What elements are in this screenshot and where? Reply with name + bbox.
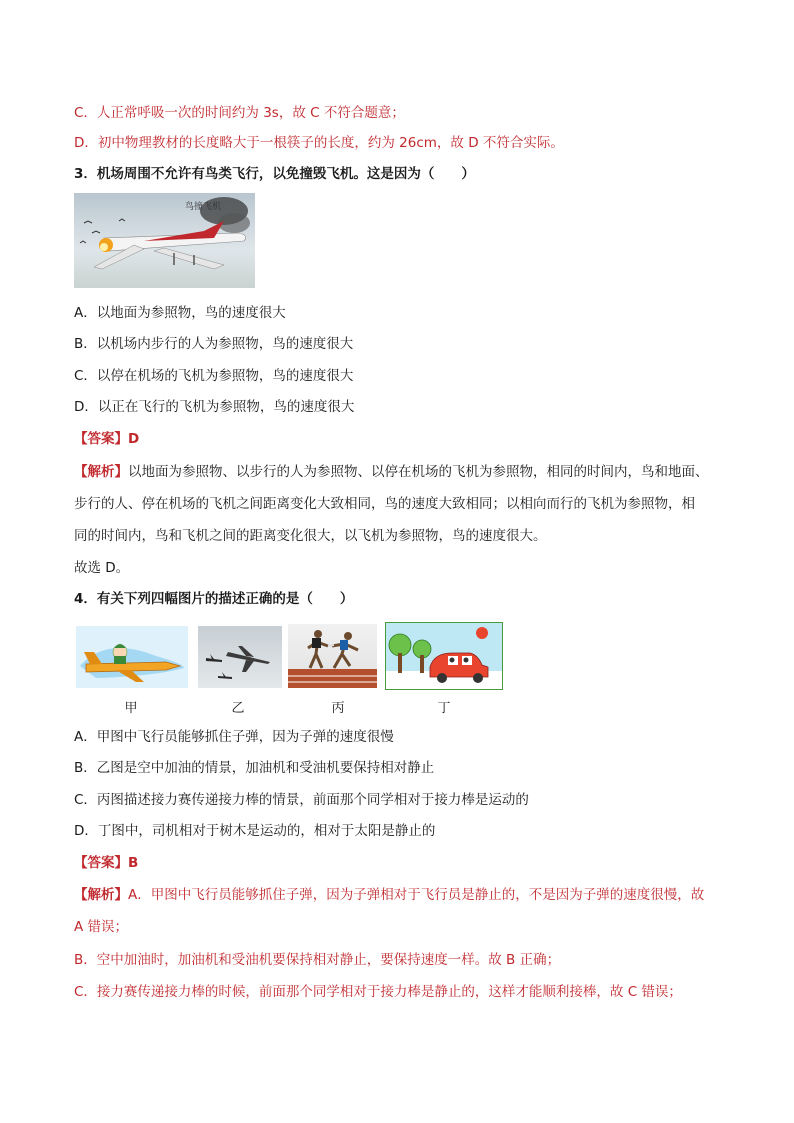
car-trees-illustration — [386, 623, 502, 689]
q3-option-b: B．以机场内步行的人为参照物，鸟的速度很大 — [74, 336, 354, 352]
pilot-jet-illustration — [76, 626, 188, 688]
answer-tag: 【答案】 — [74, 431, 128, 447]
q4-analysis-3: B．空中加油时，加油机和受油机要保持相对静止，要保持速度一样。故 B 正确； — [74, 952, 561, 968]
q3-analysis-1 — [74, 462, 709, 482]
caption-ding: 丁 — [437, 701, 451, 716]
plane-illustration — [74, 193, 255, 288]
q3-analysis-4: 故选 D。 — [74, 560, 130, 576]
caption-jia: 甲 — [124, 701, 138, 716]
analysis-text: 以地面为参照物、以步行的人为参照物、以停在机场的飞机为参照物，相同的时间内，鸟和地面、 — [128, 464, 709, 480]
image-jia — [76, 626, 188, 688]
option-d-prev: D．初中物理教材的长度略大于一根筷子的长度，约为 26cm，故 D 不符合实际。 — [74, 135, 564, 151]
caption-yi: 乙 — [231, 701, 245, 716]
answer-value: D — [128, 431, 140, 447]
q4-analysis-2: A 错误； — [74, 919, 129, 935]
image-bing — [288, 624, 377, 688]
q4-option-a: A．甲图中飞行员能够抓住子弹，因为子弹的速度很慢 — [74, 729, 394, 745]
caption-bing: 丙 — [331, 701, 345, 716]
relay-race-illustration — [288, 624, 377, 688]
refueling-planes-illustration — [198, 626, 282, 688]
answer-tag: 【答案】 — [74, 855, 128, 871]
analysis-text: A．甲图中飞行员能够抓住子弹，因为子弹相对于飞行员是静止的，不是因为子弹的速度很慢，故 — [128, 887, 705, 903]
bird-strike-image — [74, 193, 255, 288]
analysis-tag: 【解析】 — [74, 464, 128, 480]
q3-analysis-2: 步行的人、停在机场的飞机之间距离变化大致相同，鸟的速度大致相同；以相向而行的飞机为参照物，相 — [74, 496, 695, 512]
image-ding — [385, 622, 503, 690]
q4-analysis-4: C．接力赛传递接力棒的时候，前面那个同学相对于接力棒是静止的，这样才能顺利接棒，故 C 错误； — [74, 984, 682, 1000]
q4-option-b: B．乙图是空中加油的情景，加油机和受油机要保持相对静止 — [74, 760, 435, 776]
plane-image-label: 鸟撞飞机 — [185, 202, 222, 212]
q3-option-a: A．以地面为参照物，鸟的速度很大 — [74, 305, 286, 321]
question-4: 4．有关下列四幅图片的描述正确的是（ ） — [74, 591, 354, 607]
image-yi — [198, 626, 282, 688]
q3-option-d: D．以正在飞行的飞机为参照物，鸟的速度很大 — [74, 399, 355, 415]
q3-answer — [74, 429, 139, 449]
option-c-prev: C．人正常呼吸一次的时间约为 3s，故 C 不符合题意； — [74, 105, 405, 121]
q4-option-c: C．丙图描述接力赛传递接力棒的情景，前面那个同学相对于接力棒是运动的 — [74, 792, 529, 808]
q4-option-d: D．丁图中，司机相对于树木是运动的，相对于太阳是静止的 — [74, 823, 436, 839]
question-3: 3．机场周围不允许有鸟类飞行，以免撞毁飞机。这是因为（ ） — [74, 166, 475, 182]
analysis-tag: 【解析】 — [74, 887, 128, 903]
answer-value: B — [128, 855, 139, 871]
q3-analysis-3: 同的时间内，鸟和飞机之间的距离变化很大，以飞机为参照物，鸟的速度很大。 — [74, 528, 547, 544]
q4-analysis-1 — [74, 885, 704, 905]
q4-answer — [74, 853, 138, 873]
q3-option-c: C．以停在机场的飞机为参照物，鸟的速度很大 — [74, 368, 354, 384]
